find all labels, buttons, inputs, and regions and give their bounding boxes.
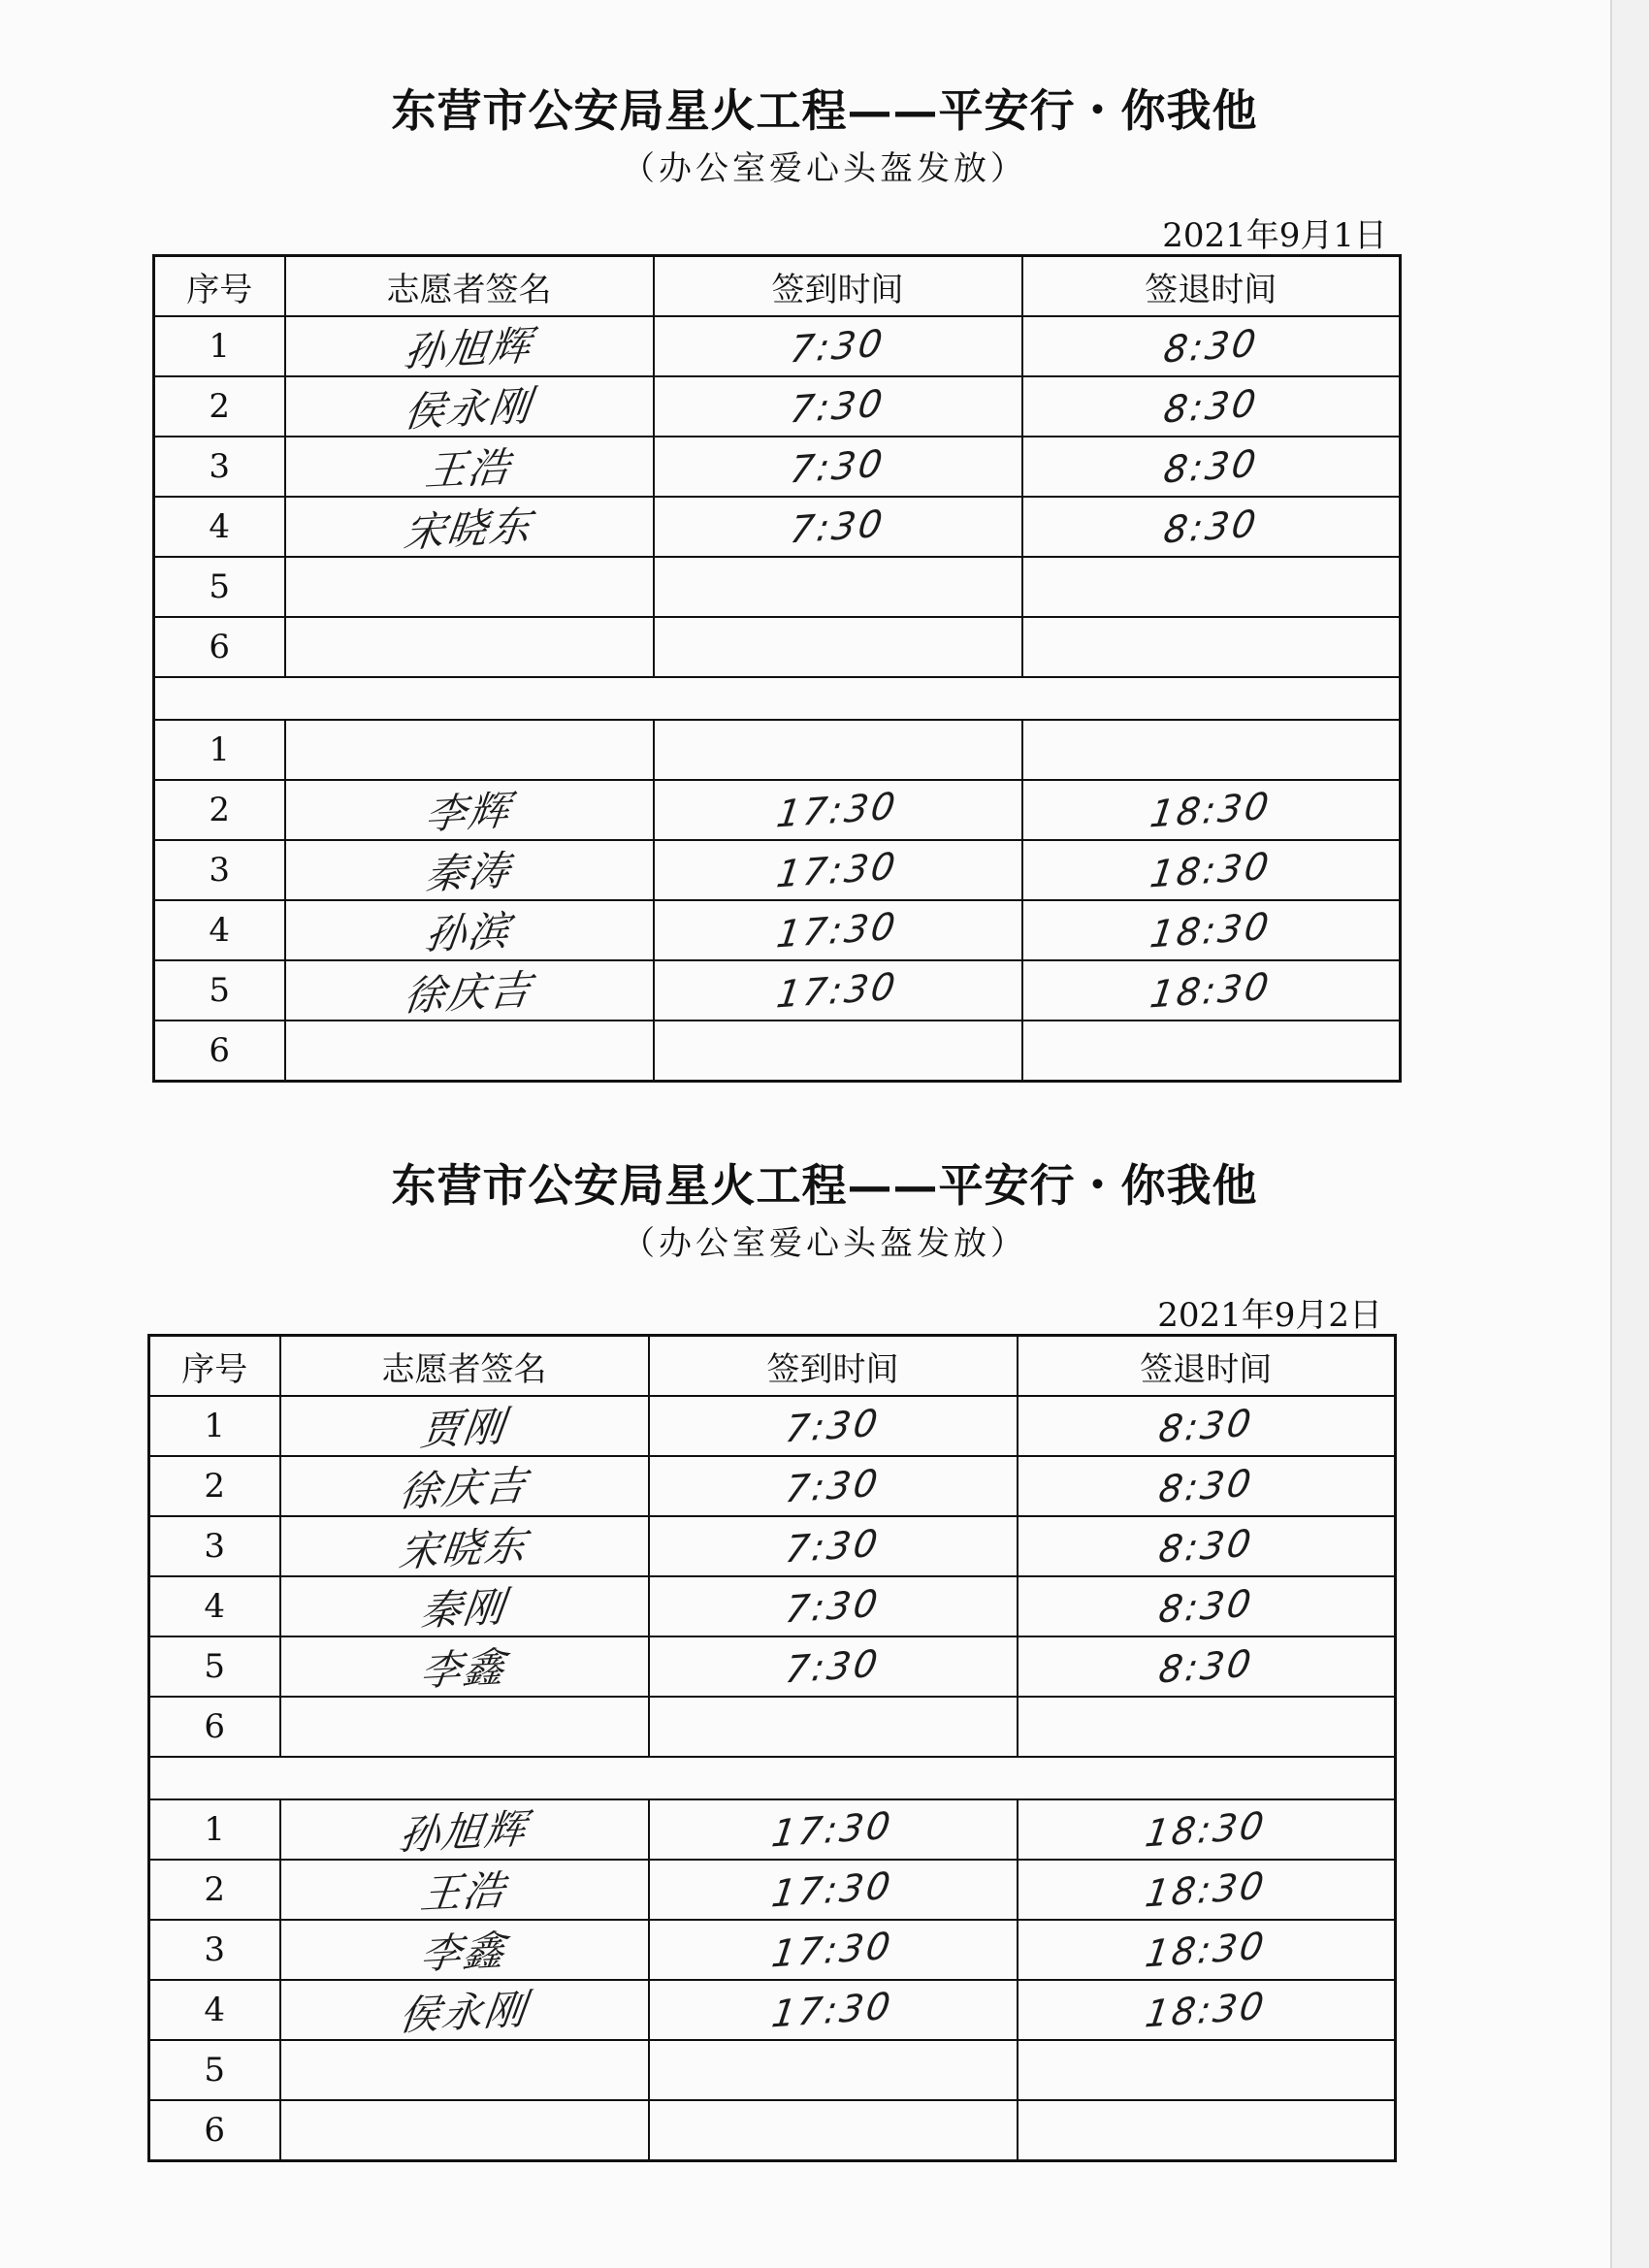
checkout-cell	[1018, 1697, 1396, 1757]
signature-cell	[280, 1576, 649, 1636]
checkin-cell	[649, 1516, 1018, 1576]
checkout-cell-text: 8:30	[1155, 1521, 1256, 1571]
row-number: 1	[154, 720, 285, 780]
checkout-cell-text: 18:30	[1148, 784, 1275, 836]
checkin-cell-text: 7:30	[782, 1641, 884, 1692]
checkin-cell	[649, 2100, 1018, 2161]
morning-row	[149, 1516, 1396, 1576]
signature-cell	[285, 720, 654, 780]
checkin-cell	[649, 1860, 1018, 1920]
checkin-cell	[654, 497, 1022, 557]
header-no: 序号	[154, 256, 285, 317]
morning-row	[149, 1576, 1396, 1636]
checkout-cell-text: 8:30	[1155, 1641, 1256, 1692]
checkout-cell-text: 18:30	[1148, 904, 1275, 956]
sheet-2-table	[147, 1334, 1397, 2162]
evening-row	[154, 1021, 1401, 1082]
row-number: 3	[154, 840, 285, 900]
sheet-2-subtitle: （办公室爱心头盔发放）	[622, 1224, 1027, 1263]
row-number: 5	[149, 1636, 280, 1697]
checkin-cell-text: 7:30	[782, 1401, 884, 1451]
signature-cell	[280, 2100, 649, 2161]
signature-cell	[280, 1396, 649, 1456]
evening-row	[154, 780, 1401, 840]
checkin-cell	[649, 1576, 1018, 1636]
checkin-cell-text: 17:30	[769, 1924, 896, 1976]
signature-cell	[285, 497, 654, 557]
checkout-cell	[1018, 1980, 1396, 2040]
header-name: 志愿者签名	[280, 1336, 649, 1397]
checkout-cell	[1018, 1860, 1396, 1920]
signature-cell-text: 王浩	[423, 442, 515, 496]
header-row	[154, 256, 1401, 317]
checkout-cell-text: 18:30	[1143, 1984, 1270, 2036]
sheet-1-date: 2021年9月1日	[1162, 216, 1387, 255]
signature-cell	[280, 1456, 649, 1516]
row-number: 5	[154, 557, 285, 617]
row-number: 2	[154, 780, 285, 840]
signature-cell-text: 李鑫	[418, 1642, 510, 1696]
signature-cell-text: 秦涛	[423, 846, 515, 899]
evening-row	[154, 900, 1401, 960]
row-number: 6	[154, 1021, 285, 1082]
signature-cell	[280, 1860, 649, 1920]
sheet-2-date: 2021年9月2日	[1157, 1296, 1382, 1335]
signature-cell-text: 宋晓东	[397, 1521, 532, 1576]
row-number: 2	[154, 376, 285, 437]
checkout-cell	[1022, 437, 1401, 497]
signature-cell	[285, 900, 654, 960]
session-separator	[154, 677, 1401, 720]
checkin-cell	[649, 1396, 1018, 1456]
checkin-cell	[654, 316, 1022, 376]
evening-row	[149, 2040, 1396, 2100]
morning-row	[154, 557, 1401, 617]
checkout-cell	[1022, 960, 1401, 1021]
checkin-cell	[654, 780, 1022, 840]
checkout-cell-text: 18:30	[1143, 1924, 1270, 1976]
signature-cell-text: 侯永刚	[397, 1985, 532, 2040]
evening-row	[154, 840, 1401, 900]
signature-cell	[280, 1697, 649, 1757]
checkin-cell-text: 7:30	[782, 1581, 884, 1632]
checkin-cell	[654, 840, 1022, 900]
signature-cell	[280, 1799, 649, 1860]
signature-cell	[280, 1920, 649, 1980]
checkin-cell	[654, 1021, 1022, 1082]
morning-row	[154, 617, 1401, 677]
checkout-cell-text: 8:30	[1160, 381, 1261, 432]
checkin-cell	[654, 720, 1022, 780]
checkout-cell-text: 8:30	[1160, 441, 1261, 492]
checkin-cell	[654, 376, 1022, 437]
checkin-cell	[654, 437, 1022, 497]
sheet-2-title: 东营市公安局星火工程——平安行・你我他	[391, 1159, 1258, 1212]
separator-cell	[154, 677, 1401, 720]
checkout-cell-text: 18:30	[1148, 844, 1275, 896]
checkout-cell	[1018, 1396, 1396, 1456]
signature-cell-text: 孙滨	[423, 906, 515, 959]
checkout-cell-text: 18:30	[1143, 1803, 1270, 1856]
sheet-1-title: 东营市公安局星火工程——平安行・你我他	[391, 84, 1258, 137]
signature-cell	[285, 557, 654, 617]
checkin-cell	[654, 617, 1022, 677]
checkin-cell	[654, 557, 1022, 617]
checkin-cell	[649, 1697, 1018, 1757]
checkin-cell-text: 7:30	[787, 502, 889, 552]
header-no: 序号	[149, 1336, 280, 1397]
signature-cell	[280, 1636, 649, 1697]
signature-cell	[285, 376, 654, 437]
row-number: 1	[149, 1799, 280, 1860]
checkout-cell	[1022, 780, 1401, 840]
evening-row	[149, 1799, 1396, 1860]
checkin-cell-text: 7:30	[782, 1461, 884, 1511]
checkout-cell	[1022, 900, 1401, 960]
signature-cell	[285, 617, 654, 677]
checkout-cell	[1022, 497, 1401, 557]
signature-cell-text: 徐庆吉	[397, 1461, 532, 1516]
row-number: 6	[149, 1697, 280, 1757]
signature-cell	[280, 1980, 649, 2040]
checkout-cell	[1022, 557, 1401, 617]
checkin-cell	[654, 960, 1022, 1021]
checkout-cell-text: 8:30	[1155, 1581, 1256, 1632]
morning-row	[149, 1396, 1396, 1456]
checkin-cell	[649, 2040, 1018, 2100]
checkout-cell	[1018, 2100, 1396, 2161]
row-number: 6	[149, 2100, 280, 2161]
sheet-1-table	[152, 254, 1402, 1083]
signature-cell	[285, 1021, 654, 1082]
signature-cell-text: 李鑫	[418, 1926, 510, 1979]
checkin-cell-text: 7:30	[787, 441, 889, 492]
row-number: 4	[149, 1980, 280, 2040]
checkout-cell	[1022, 376, 1401, 437]
header-name: 志愿者签名	[285, 256, 654, 317]
row-number: 5	[149, 2040, 280, 2100]
checkin-cell-text: 17:30	[769, 1803, 896, 1856]
morning-row	[154, 437, 1401, 497]
evening-row	[149, 1860, 1396, 1920]
signature-cell	[280, 2040, 649, 2100]
checkin-cell	[654, 900, 1022, 960]
row-number: 6	[154, 617, 285, 677]
row-number: 3	[149, 1920, 280, 1980]
checkout-cell	[1018, 1799, 1396, 1860]
checkin-cell	[649, 1980, 1018, 2040]
checkout-cell	[1018, 1516, 1396, 1576]
row-number: 4	[154, 497, 285, 557]
morning-row	[154, 376, 1401, 437]
morning-row	[154, 316, 1401, 376]
row-number: 1	[149, 1396, 280, 1456]
signature-cell	[285, 316, 654, 376]
signature-cell-text: 侯永刚	[402, 381, 536, 437]
separator-cell	[149, 1757, 1396, 1799]
evening-row	[149, 2100, 1396, 2161]
row-number: 3	[154, 437, 285, 497]
signature-cell-text: 秦刚	[418, 1582, 510, 1636]
header-checkin: 签到时间	[654, 256, 1022, 317]
checkin-cell-text: 17:30	[774, 904, 901, 956]
checkout-cell-text: 18:30	[1143, 1863, 1270, 1916]
checkout-cell	[1022, 617, 1401, 677]
morning-row	[154, 497, 1401, 557]
evening-row	[149, 1980, 1396, 2040]
signature-cell-text: 孙旭辉	[402, 321, 536, 376]
checkin-cell-text: 17:30	[774, 844, 901, 896]
checkout-cell	[1018, 2040, 1396, 2100]
morning-row	[149, 1636, 1396, 1697]
row-number: 1	[154, 316, 285, 376]
header-checkout: 签退时间	[1018, 1336, 1396, 1397]
evening-row	[149, 1920, 1396, 1980]
checkout-cell-text: 18:30	[1148, 964, 1275, 1017]
signature-cell-text: 贾刚	[418, 1402, 510, 1455]
row-number: 5	[154, 960, 285, 1021]
checkout-cell-text: 8:30	[1160, 321, 1261, 372]
row-number: 2	[149, 1860, 280, 1920]
checkout-cell-text: 8:30	[1155, 1461, 1256, 1511]
checkin-cell	[649, 1799, 1018, 1860]
header-row	[149, 1336, 1396, 1397]
checkout-cell	[1022, 316, 1401, 376]
evening-row	[154, 960, 1401, 1021]
checkin-cell-text: 17:30	[774, 964, 901, 1017]
checkin-cell-text: 7:30	[787, 321, 889, 372]
checkout-cell	[1018, 1576, 1396, 1636]
signature-cell-text: 李辉	[423, 786, 515, 839]
checkout-cell	[1018, 1456, 1396, 1516]
row-number: 4	[154, 900, 285, 960]
checkout-cell	[1018, 1920, 1396, 1980]
signature-cell-text: 王浩	[418, 1865, 510, 1919]
morning-row	[149, 1456, 1396, 1516]
row-number: 3	[149, 1516, 280, 1576]
checkin-cell-text: 17:30	[769, 1984, 896, 2036]
checkout-cell	[1018, 1636, 1396, 1697]
checkin-cell-text: 17:30	[769, 1863, 896, 1916]
checkout-cell-text: 8:30	[1155, 1401, 1256, 1451]
signature-cell	[285, 437, 654, 497]
scan-edge	[1612, 0, 1649, 2268]
checkout-cell	[1022, 840, 1401, 900]
row-number: 2	[149, 1456, 280, 1516]
checkin-cell-text: 7:30	[782, 1521, 884, 1571]
checkout-cell	[1022, 1021, 1401, 1082]
checkin-cell-text: 7:30	[787, 381, 889, 432]
checkin-cell-text: 17:30	[774, 784, 901, 836]
session-separator	[149, 1757, 1396, 1799]
signature-cell-text: 孙旭辉	[397, 1804, 532, 1860]
signature-cell	[285, 780, 654, 840]
checkin-cell	[649, 1636, 1018, 1697]
sheet-1-subtitle: （办公室爱心头盔发放）	[622, 149, 1027, 188]
signature-cell-text: 宋晓东	[402, 502, 536, 557]
header-checkout: 签退时间	[1022, 256, 1401, 317]
checkout-cell-text: 8:30	[1160, 502, 1261, 552]
header-checkin: 签到时间	[649, 1336, 1018, 1397]
checkin-cell	[649, 1456, 1018, 1516]
signature-cell	[280, 1516, 649, 1576]
checkin-cell	[649, 1920, 1018, 1980]
signature-cell	[285, 960, 654, 1021]
checkout-cell	[1022, 720, 1401, 780]
row-number: 4	[149, 1576, 280, 1636]
evening-row	[154, 720, 1401, 780]
morning-row	[149, 1697, 1396, 1757]
signature-cell-text: 徐庆吉	[402, 965, 536, 1021]
signature-cell	[285, 840, 654, 900]
